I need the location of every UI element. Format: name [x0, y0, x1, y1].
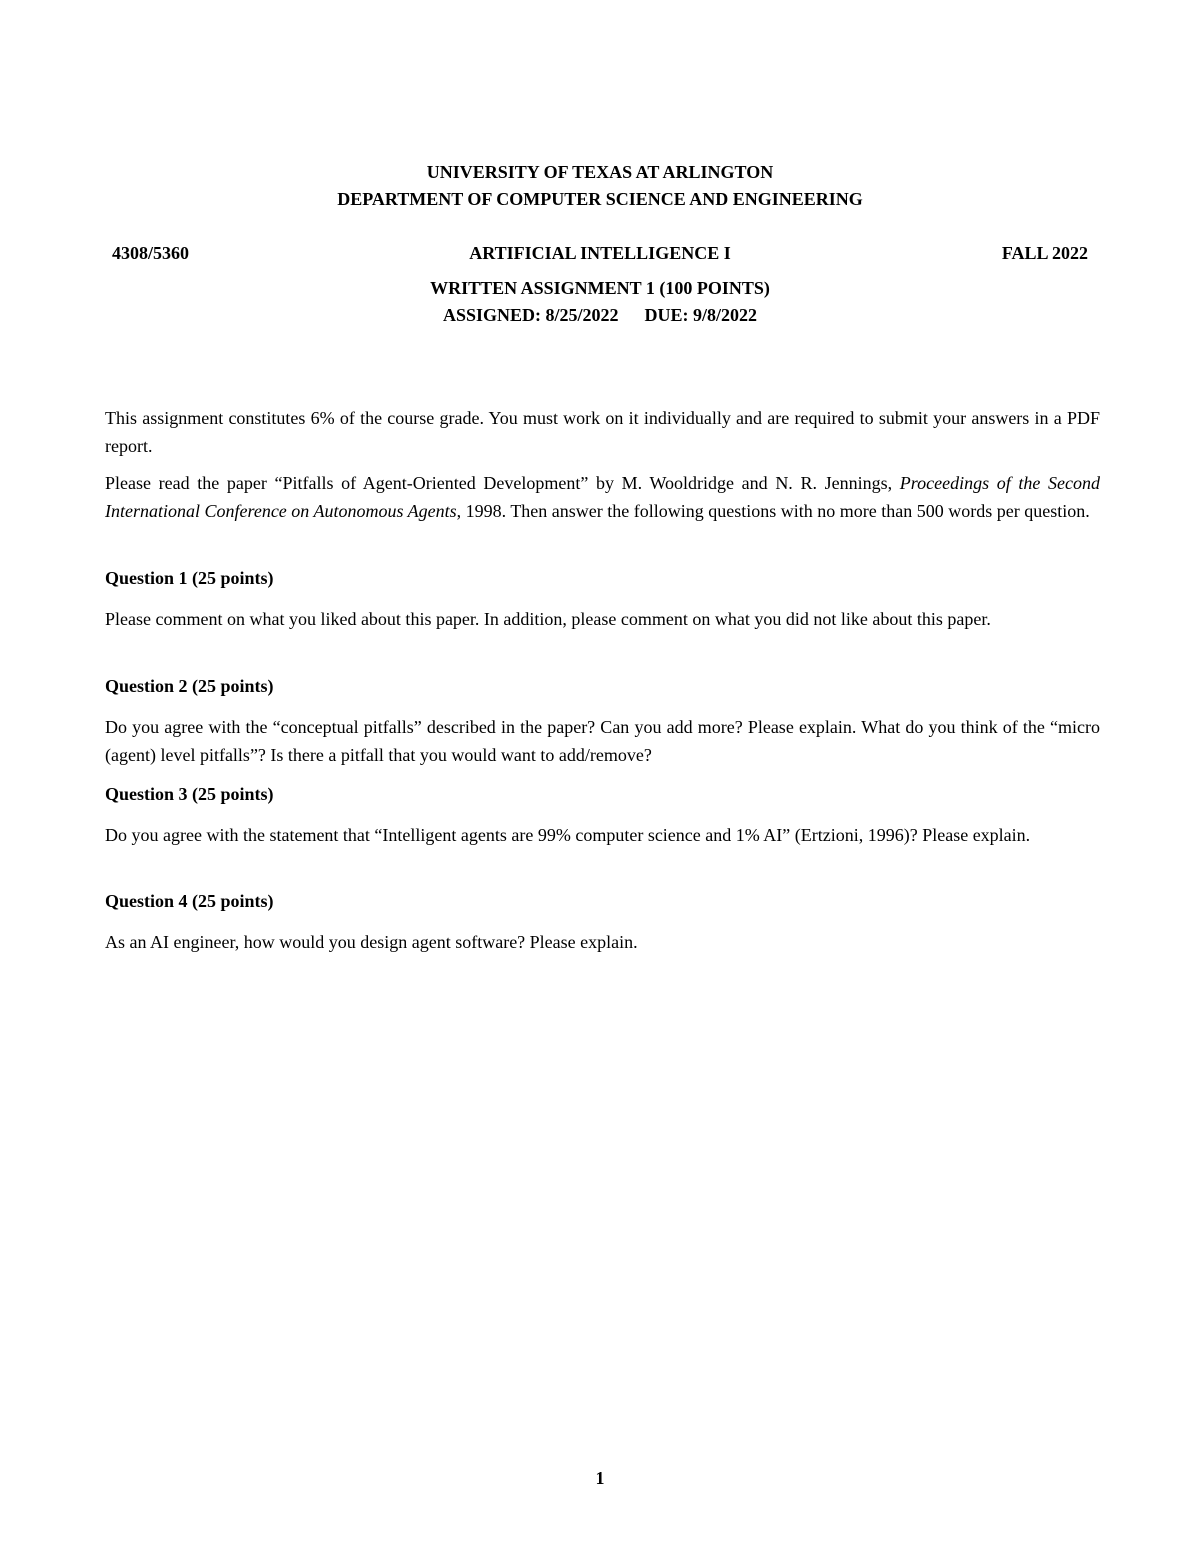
assignment-title: WRITTEN ASSIGNMENT 1 (100 POINTS)	[430, 278, 770, 298]
intro-text-2-start: Please read the paper “Pitfalls of Agent-Oriented Development” by M. Wooldridge and N. R. Jennings,	[105, 473, 900, 493]
university-name: UNIVERSITY OF TEXAS AT ARLINGTON	[426, 162, 774, 182]
question-4-body	[105, 928, 1100, 956]
course-info-row	[112, 242, 1088, 266]
question-2-heading: Question 2 (25 points)	[105, 676, 274, 696]
question-1-heading-block	[105, 564, 1100, 592]
proceedings-title: Proceedings of the Second International Conference on Autonomous Agents	[105, 473, 1100, 521]
intro-paragraph-2	[105, 469, 1100, 525]
course-title: ARTIFICIAL INTELLIGENCE I	[469, 243, 731, 263]
intro-paragraph-1	[105, 404, 1100, 460]
question-4-heading: Question 4 (25 points)	[105, 891, 274, 911]
course-number: 4308/5360	[112, 243, 190, 263]
intro-text-2-end: , 1998. Then answer the following questions with no more than 500 words per question.	[456, 501, 1090, 521]
question-2-heading-block	[105, 672, 1100, 700]
question-4-text: As an AI engineer, how would you design agent software? Please explain.	[105, 932, 638, 952]
question-2-body	[105, 713, 1100, 769]
question-3-body	[105, 821, 1100, 849]
due-date: DUE: 9/8/2022	[644, 305, 758, 325]
course-term: FALL 2022	[1001, 243, 1088, 263]
question-4-heading-block	[105, 887, 1100, 915]
assignment-dates	[0, 304, 1200, 326]
department-name: DEPARTMENT OF COMPUTER SCIENCE AND ENGINEERING	[337, 189, 863, 209]
intro-text-1: This assignment constitutes 6% of the course grade. You must work on it individually and are required to submit your answers in a PDF report.	[105, 408, 1100, 456]
question-1-text: Please comment on what you liked about this paper. In addition, please comment on what you did not like about this paper.	[105, 609, 991, 629]
page-number: 1	[595, 1468, 605, 1488]
question-2-text: Do you agree with the “conceptual pitfalls” described in the paper? Can you add more? Please explain. What do you think of the “micro (agent) level pitfalls”? Is there a pitfall that you would want to add/remove?	[105, 717, 1100, 765]
question-1-body	[105, 605, 1100, 633]
question-3-text: Do you agree with the statement that “Intelligent agents are 99% computer science and 1% AI” (Ertzioni, 1996)? Please explain.	[105, 825, 1031, 845]
question-3-heading: Question 3 (25 points)	[105, 784, 274, 804]
question-1-heading: Question 1 (25 points)	[105, 568, 274, 588]
question-3-heading-block	[105, 780, 1100, 808]
assigned-date: ASSIGNED: 8/25/2022	[442, 305, 619, 325]
intro-text-2	[105, 469, 1100, 525]
